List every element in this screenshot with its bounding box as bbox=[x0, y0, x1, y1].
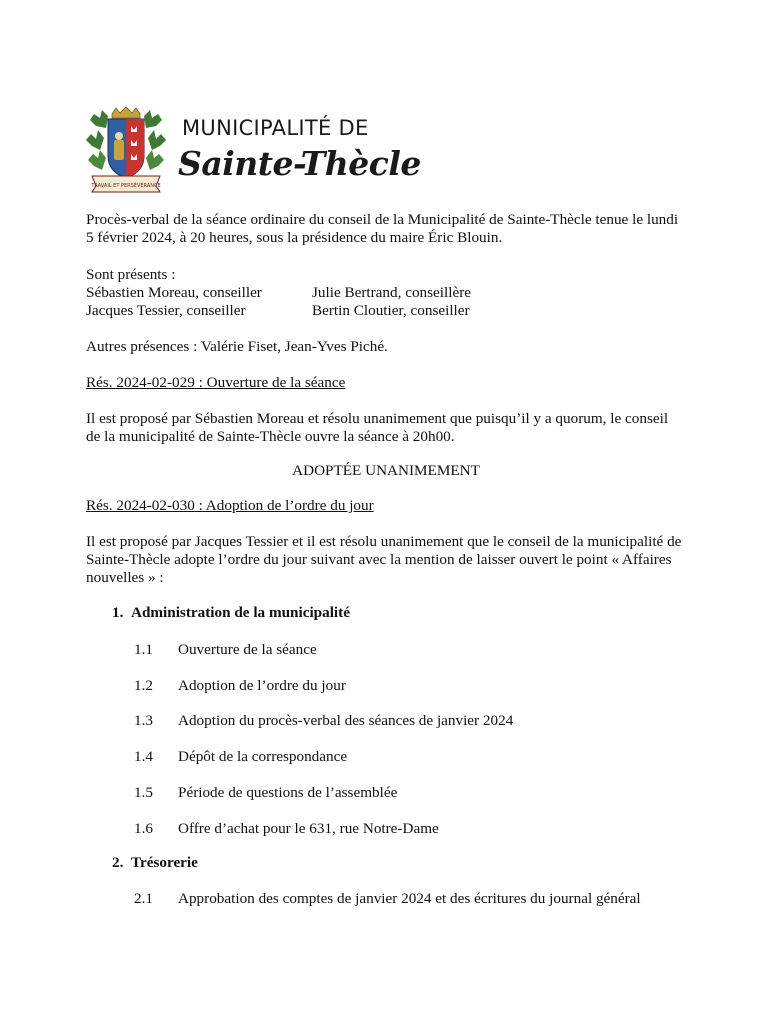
agenda-item bbox=[134, 712, 513, 730]
resolution-body: Il est proposé par Jacques Tessier et il est résolu unanimement que le conseil de la municipalité de Sainte-Thècle adopte l’ordre du jour suivant avec la mention de laisser ouvert le point « Affaires nouvelles » : bbox=[86, 533, 682, 586]
agenda-item-number: 1.5 bbox=[134, 784, 153, 801]
agenda-item bbox=[134, 677, 346, 695]
agenda-item-text: Période de questions de l’assemblée bbox=[178, 784, 398, 801]
agenda-item-text: Dépôt de la correspondance bbox=[178, 748, 348, 765]
intro-paragraph: Procès-verbal de la séance ordinaire du conseil de la Municipalité de Sainte-Thècle tenue le lundi 5 février 2024, à 20 heures, sous la présidence du maire Éric Blouin. bbox=[86, 211, 679, 246]
agenda-item-text: Approbation des comptes de janvier 2024 et des écritures du journal général bbox=[178, 890, 641, 907]
agenda-item-text: Offre d’achat pour le 631, rue Notre-Dame bbox=[178, 820, 439, 837]
agenda-item-number: 1.4 bbox=[134, 748, 153, 765]
agenda-item-number: 2.1 bbox=[134, 890, 153, 907]
municipality-logo bbox=[86, 106, 421, 196]
attendee: Sébastien Moreau, conseiller bbox=[86, 284, 262, 301]
resolution-title: Rés. 2024-02-030 : Adoption de l’ordre du jour bbox=[86, 497, 374, 514]
logo-title: MUNICIPALITÉ DE bbox=[182, 116, 369, 140]
attendee: Jacques Tessier, conseiller bbox=[86, 302, 246, 319]
other-attendees: Autres présences : Valérie Fiset, Jean-Yves Piché. bbox=[86, 338, 388, 355]
attendee: Julie Bertrand, conseillère bbox=[312, 284, 471, 301]
agenda-item-number: 1.3 bbox=[134, 712, 153, 729]
agenda-section-heading: 1. Administration de la municipalité bbox=[112, 604, 350, 621]
coat-of-arms-icon bbox=[86, 106, 166, 194]
resolution-title: Rés. 2024-02-029 : Ouverture de la séance bbox=[86, 374, 346, 391]
resolution-body: Il est proposé par Sébastien Moreau et résolu unanimement que puisqu’il y a quorum, le conseil de la municipalité de Sainte-Thècle ouvre la séance à 20h00. bbox=[86, 410, 669, 445]
agenda-item-number: 1.1 bbox=[134, 641, 153, 658]
agenda-item-number: 1.2 bbox=[134, 677, 153, 694]
attendance-right-column bbox=[312, 284, 471, 320]
attendee: Bertin Cloutier, conseiller bbox=[312, 302, 470, 319]
agenda-item bbox=[134, 748, 347, 766]
attendance-label: Sont présents : bbox=[86, 266, 176, 283]
adopted-notice: ADOPTÉE UNANIMEMENT bbox=[292, 462, 480, 479]
agenda-section-heading: 2. Trésorerie bbox=[112, 854, 198, 871]
agenda-item bbox=[134, 784, 397, 802]
agenda-item bbox=[134, 641, 317, 659]
crest-motto: TRAVAIL ET PERSÉVÉRANCE bbox=[91, 183, 161, 189]
agenda-item bbox=[134, 890, 641, 908]
agenda-item-text: Adoption du procès-verbal des séances de janvier 2024 bbox=[178, 712, 514, 729]
agenda-item-text: Adoption de l’ordre du jour bbox=[178, 677, 346, 694]
agenda-item-text: Ouverture de la séance bbox=[178, 641, 317, 658]
attendance-left-column bbox=[86, 284, 262, 320]
logo-subtitle: Sainte-Thècle bbox=[178, 144, 421, 183]
agenda-item bbox=[134, 820, 439, 838]
agenda-item-number: 1.6 bbox=[134, 820, 153, 837]
